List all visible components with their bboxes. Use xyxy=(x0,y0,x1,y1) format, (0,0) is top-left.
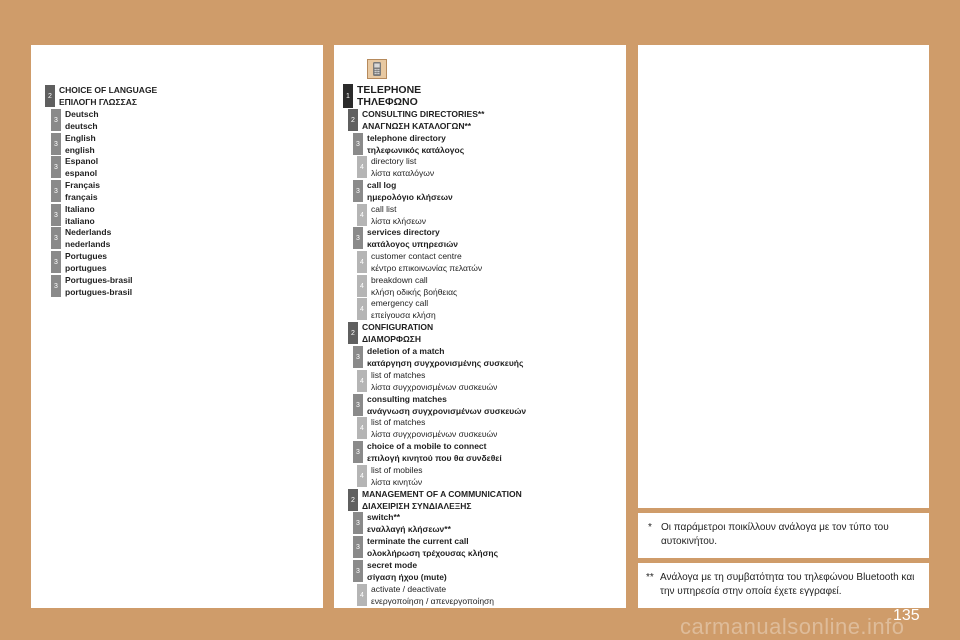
entry-label: list of mobiles xyxy=(371,465,423,475)
menu-entry-deutsch xyxy=(51,109,99,132)
entry-label: CHOICE OF LANGUAGE xyxy=(59,85,158,95)
level-badge: 3 xyxy=(51,227,61,249)
menu-entry-management-of-communication xyxy=(348,489,522,512)
level-badge: 3 xyxy=(51,133,61,155)
level-badge: 2 xyxy=(348,489,358,511)
menu-entry-italiano xyxy=(51,204,95,227)
footnote-1-mark: * xyxy=(648,522,652,533)
entry-translation: κατάλογος υπηρεσιών xyxy=(367,238,459,249)
menu-entry-call-list xyxy=(357,204,426,227)
entry-label: terminate the current call xyxy=(367,536,469,546)
entry-label: activate / deactivate xyxy=(371,584,447,594)
entry-translation: ημερολόγιο κλήσεων xyxy=(367,191,453,202)
level-badge: 3 xyxy=(353,441,363,463)
entry-label: TELEPHONE xyxy=(357,84,422,96)
level-badge: 4 xyxy=(357,204,367,226)
entry-label: Portugues-brasil xyxy=(65,275,133,285)
entry-label: Portugues xyxy=(65,251,108,261)
entry-translation: english xyxy=(65,144,95,155)
level-badge: 3 xyxy=(353,346,363,368)
menu-entry-portugues xyxy=(51,251,107,274)
menu-entry-activate-deactivate xyxy=(357,584,494,607)
entry-label: call list xyxy=(371,204,397,214)
entry-translation: εναλλαγή κλήσεων** xyxy=(367,523,451,534)
level-badge: 4 xyxy=(357,584,367,606)
menu-entry-espanol xyxy=(51,156,98,179)
menu-entry-list-of-matches-2 xyxy=(357,417,497,440)
menu-entry-configuration xyxy=(348,322,433,345)
level-badge: 3 xyxy=(51,156,61,178)
footnote-1-panel xyxy=(638,513,929,558)
menu-entry-customer-contact-centre xyxy=(357,251,482,274)
level-badge: 3 xyxy=(353,227,363,249)
entry-label: switch** xyxy=(367,512,401,522)
level-badge: 2 xyxy=(348,109,358,131)
entry-label: Deutsch xyxy=(65,109,99,119)
menu-entry-nederlands xyxy=(51,227,111,250)
level-badge: 4 xyxy=(357,251,367,273)
level-badge: 3 xyxy=(51,180,61,202)
watermark: carmanualsonline.info xyxy=(680,614,905,639)
level-badge: 3 xyxy=(353,180,363,202)
entry-label: CONSULTING DIRECTORIES** xyxy=(362,109,485,119)
mobile-phone-icon xyxy=(367,59,387,79)
menu-entry-switch xyxy=(353,512,451,535)
entry-translation: portugues xyxy=(65,262,107,273)
menu-entry-telephone xyxy=(343,84,421,108)
menu-entry-portugues-brasil xyxy=(51,275,133,298)
entry-translation: κέντρο επικοινωνίας πελατών xyxy=(371,262,483,273)
entry-translation: français xyxy=(65,191,98,202)
footnote-1-text: Οι παράμετροι ποικίλλουν ανάλογα με τον τύπο του αυτοκινήτου. xyxy=(661,522,889,547)
entry-label: CONFIGURATION xyxy=(362,322,434,332)
entry-translation: ΔΙΑΧΕΙΡΙΣΗ ΣΥΝΔΙΑΛΕΞΗΣ xyxy=(362,500,472,511)
entry-translation: ενεργοποίηση / απενεργοποίηση xyxy=(371,595,495,606)
entry-label: Nederlands xyxy=(65,227,112,237)
menu-entry-telephone-directory xyxy=(353,133,464,156)
menu-entry-francais xyxy=(51,180,100,203)
entry-translation: nederlands xyxy=(65,238,111,249)
entry-translation: λίστα κινητών xyxy=(371,476,423,487)
menu-entry-emergency-call xyxy=(357,298,436,321)
level-badge: 1 xyxy=(343,84,353,108)
entry-translation: λίστα καταλόγων xyxy=(371,167,435,178)
entry-label: choice of a mobile to connect xyxy=(367,441,487,451)
level-badge: 2 xyxy=(45,85,55,107)
level-badge: 3 xyxy=(51,251,61,273)
entry-translation: portugues-brasil xyxy=(65,286,133,297)
level-badge: 3 xyxy=(51,275,61,297)
entry-translation: επείγουσα κλήση xyxy=(371,309,436,320)
entry-translation: λίστα συγχρονισμένων συσκευών xyxy=(371,428,498,439)
entry-translation: ανάγνωση συγχρονισμένων συσκευών xyxy=(367,405,527,416)
footnote-2-text: Ανάλογα με τη συμβατότητα του τηλεφώνου Bluetooth και την υπηρεσία στην οποία έχετε εγγραφεί. xyxy=(660,572,915,597)
level-badge: 3 xyxy=(353,133,363,155)
menu-entry-list-of-matches-1 xyxy=(357,370,497,393)
entry-label: secret mode xyxy=(367,560,418,570)
level-badge: 3 xyxy=(353,394,363,416)
level-badge: 2 xyxy=(348,322,358,344)
footnote-2 xyxy=(646,571,926,599)
entry-label: list of matches xyxy=(371,417,426,427)
entry-translation: κλήση οδικής βοήθειας xyxy=(371,286,458,297)
entry-translation: λίστα συγχρονισμένων συσκευών xyxy=(371,381,498,392)
level-badge: 4 xyxy=(357,298,367,320)
level-badge: 4 xyxy=(357,156,367,178)
level-badge: 3 xyxy=(51,204,61,226)
entry-label: Espanol xyxy=(65,156,99,166)
entry-translation: επιλογή κινητού που θα συνδεθεί xyxy=(367,452,502,463)
footnote-2-panel xyxy=(638,563,929,608)
entry-translation: ολοκλήρωση τρέχουσας κλήσης xyxy=(367,547,498,558)
entry-label: list of matches xyxy=(371,370,426,380)
entry-translation: κατάργηση συγχρονισμένης συσκευής xyxy=(367,357,524,368)
level-badge: 3 xyxy=(51,109,61,131)
menu-entry-english xyxy=(51,133,96,156)
entry-translation: deutsch xyxy=(65,120,98,131)
entry-label: Italiano xyxy=(65,204,95,214)
blank-panel xyxy=(638,45,929,508)
menu-entry-breakdown-call xyxy=(357,275,457,298)
entry-translation: σίγαση ήχου (mute) xyxy=(367,571,447,582)
entry-translation: espanol xyxy=(65,167,98,178)
entry-translation: λίστα κλήσεων xyxy=(371,215,427,226)
menu-entry-secret-mode xyxy=(353,560,447,583)
level-badge: 3 xyxy=(353,512,363,534)
entry-label: customer contact centre xyxy=(371,251,462,261)
level-badge: 3 xyxy=(353,560,363,582)
level-badge: 4 xyxy=(357,370,367,392)
entry-translation: ΑΝΑΓΝΩΣΗ ΚΑΤΑΛΟΓΩΝ** xyxy=(362,120,472,131)
entry-label: services directory xyxy=(367,227,440,237)
entry-translation: ΕΠΙΛΟΓΗ ΓΛΩΣΣΑΣ xyxy=(59,96,137,107)
entry-label: English xyxy=(65,133,96,143)
entry-label: emergency call xyxy=(371,298,429,308)
entry-translation: italiano xyxy=(65,215,95,226)
entry-label: consulting matches xyxy=(367,394,447,404)
entry-label: call log xyxy=(367,180,397,190)
menu-entry-directory-list xyxy=(357,156,434,179)
menu-entry-consulting-directories xyxy=(348,109,484,132)
entry-label: deletion of a match xyxy=(367,346,445,356)
menu-entry-call-log xyxy=(353,180,453,203)
menu-entry-consulting-matches xyxy=(353,394,526,417)
entry-label: MANAGEMENT OF A COMMUNICATION xyxy=(362,489,522,499)
level-badge: 4 xyxy=(357,417,367,439)
footnote-1 xyxy=(648,521,923,549)
menu-entry-choice-of-mobile xyxy=(353,441,502,464)
entry-translation: ΤΗΛΕΦΩΝΟ xyxy=(357,96,418,108)
entry-translation: τηλεφωνικός κατάλογος xyxy=(367,144,465,155)
entry-label: Français xyxy=(65,180,100,190)
entry-translation: ΔΙΑΜΟΡΦΩΣΗ xyxy=(362,333,422,344)
entry-label: telephone directory xyxy=(367,133,446,143)
entry-label: directory list xyxy=(371,156,417,166)
level-badge: 3 xyxy=(353,536,363,558)
menu-entry-list-of-mobiles xyxy=(357,465,423,488)
entry-label: breakdown call xyxy=(371,275,428,285)
menu-entry-services-directory xyxy=(353,227,458,250)
level-badge: 4 xyxy=(357,465,367,487)
footnote-2-mark: ** xyxy=(646,572,654,583)
menu-entry-language xyxy=(45,85,157,108)
menu-entry-deletion-of-match xyxy=(353,346,523,369)
level-badge: 4 xyxy=(357,275,367,297)
page-number: 135 xyxy=(893,607,920,624)
menu-entry-terminate-call xyxy=(353,536,498,559)
